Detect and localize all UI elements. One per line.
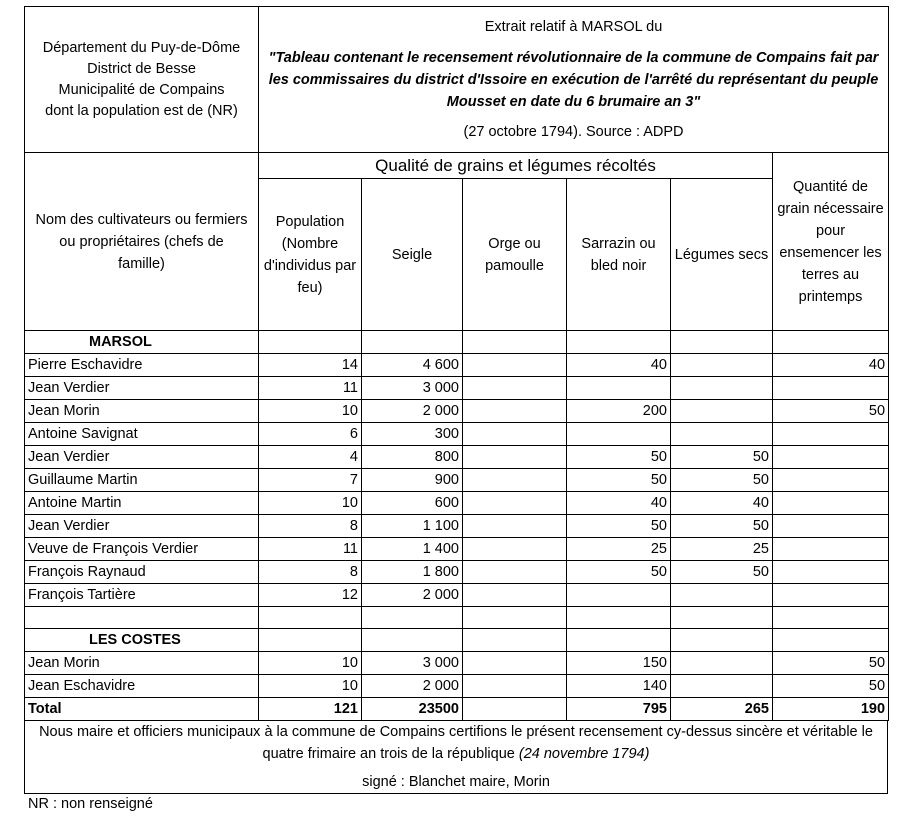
cell-quantite: 50 <box>773 652 889 675</box>
cell-population: 10 <box>259 675 362 698</box>
farmer-name: Jean Morin <box>25 652 259 675</box>
empty-cell <box>567 331 671 354</box>
cell-sarrazin: 795 <box>567 698 671 721</box>
cell-population: 8 <box>259 515 362 538</box>
cell-sarrazin <box>567 377 671 400</box>
farmer-name: Jean Verdier <box>25 377 259 400</box>
empty-cell <box>463 331 567 354</box>
cell-sarrazin: 140 <box>567 675 671 698</box>
cell-orge <box>463 354 567 377</box>
cell-legumes <box>671 652 773 675</box>
table-row <box>25 675 889 698</box>
spacer-row <box>25 607 889 629</box>
certification-statement: Nous maire et officiers municipaux à la commune de Compains certifions le présent recensement cy-dessus sincère et véritable le quatre frimaire an trois de la république <box>39 724 873 762</box>
cell-legumes <box>671 584 773 607</box>
cell-population: 121 <box>259 698 362 721</box>
cell-population: 6 <box>259 423 362 446</box>
table-row <box>25 538 889 561</box>
cell-sarrazin <box>567 584 671 607</box>
empty-cell <box>25 607 259 629</box>
cell-seigle: 300 <box>362 423 463 446</box>
department-block <box>25 7 259 153</box>
cell-legumes <box>671 423 773 446</box>
col-header-sarrazin: Sarrazin ou bled noir <box>567 179 671 331</box>
table-row <box>25 561 889 584</box>
certification-text <box>31 721 881 765</box>
cell-seigle: 1 800 <box>362 561 463 584</box>
table-row <box>25 400 889 423</box>
table-row <box>25 377 889 400</box>
extract-label: Extrait relatif à MARSOL du <box>484 19 663 35</box>
empty-cell <box>671 331 773 354</box>
census-sheet <box>24 6 888 794</box>
col-header-name: Nom des cultivateurs ou fermiers ou propriétaires (chefs de famille) <box>25 153 259 331</box>
col-header-legumes: Légumes secs <box>671 179 773 331</box>
cell-legumes: 50 <box>671 515 773 538</box>
cell-sarrazin: 50 <box>567 561 671 584</box>
cell-legumes: 265 <box>671 698 773 721</box>
cell-orge <box>463 607 567 629</box>
cell-quantite <box>773 584 889 607</box>
cell-orge <box>463 492 567 515</box>
cell-population: 11 <box>259 538 362 561</box>
empty-cell <box>259 331 362 354</box>
certification-block <box>25 721 888 794</box>
cell-orge <box>463 377 567 400</box>
cell-orge <box>463 423 567 446</box>
population-line: dont la population est de (NR) <box>45 102 238 119</box>
cell-legumes: 50 <box>671 561 773 584</box>
district-line: District de Besse <box>87 60 196 77</box>
cell-population <box>259 607 362 629</box>
source-line: (27 octobre 1794). Source : ADPD <box>463 124 684 140</box>
empty-cell <box>362 331 463 354</box>
cell-seigle: 2 000 <box>362 400 463 423</box>
cell-seigle: 4 600 <box>362 354 463 377</box>
cell-quantite: 40 <box>773 354 889 377</box>
table-row <box>25 469 889 492</box>
cell-sarrazin: 40 <box>567 492 671 515</box>
footnote: NR : non renseigné <box>28 796 153 812</box>
cell-orge <box>463 652 567 675</box>
cell-sarrazin: 200 <box>567 400 671 423</box>
cell-orge <box>463 698 567 721</box>
signature-line: signé : Blanchet maire, Morin <box>362 774 550 790</box>
certification-row <box>25 721 888 794</box>
col-header-population: Population (Nombre d'individus par feu) <box>259 179 362 331</box>
cell-legumes <box>671 377 773 400</box>
cell-orge <box>463 561 567 584</box>
cell-seigle: 800 <box>362 446 463 469</box>
total-row <box>25 698 889 721</box>
cell-orge <box>463 538 567 561</box>
cell-quantite <box>773 561 889 584</box>
farmer-name: François Raynaud <box>25 561 259 584</box>
table-row <box>25 652 889 675</box>
cell-quantite: 50 <box>773 400 889 423</box>
department-line: Département du Puy-de-Dôme <box>42 39 241 56</box>
cell-orge <box>463 469 567 492</box>
cell-seigle: 3 000 <box>362 377 463 400</box>
cell-sarrazin: 25 <box>567 538 671 561</box>
cell-population: 10 <box>259 652 362 675</box>
cell-sarrazin <box>567 423 671 446</box>
cell-orge <box>463 675 567 698</box>
cell-legumes <box>671 400 773 423</box>
cell-seigle: 600 <box>362 492 463 515</box>
cell-quantite <box>773 538 889 561</box>
cell-sarrazin: 50 <box>567 515 671 538</box>
table-row <box>25 492 889 515</box>
cell-seigle: 2 000 <box>362 584 463 607</box>
cell-sarrazin <box>567 607 671 629</box>
cell-quantite <box>773 469 889 492</box>
census-table <box>24 6 889 721</box>
certification-date: (24 novembre 1794) <box>518 746 650 762</box>
cell-quantite: 190 <box>773 698 889 721</box>
cell-seigle: 23500 <box>362 698 463 721</box>
farmer-name: Antoine Martin <box>25 492 259 515</box>
col-group-header: Qualité de grains et légumes récoltés <box>259 153 773 179</box>
title-block <box>259 7 889 153</box>
table-row <box>25 584 889 607</box>
farmer-name: François Tartière <box>25 584 259 607</box>
cell-population: 8 <box>259 561 362 584</box>
cell-seigle: 3 000 <box>362 652 463 675</box>
farmer-name: Jean Verdier <box>25 446 259 469</box>
cell-seigle <box>362 607 463 629</box>
col-header-orge: Orge ou pamoulle <box>463 179 567 331</box>
section-title: MARSOL <box>25 331 259 354</box>
cell-legumes: 40 <box>671 492 773 515</box>
cell-legumes: 50 <box>671 469 773 492</box>
cell-population: 14 <box>259 354 362 377</box>
cell-population: 7 <box>259 469 362 492</box>
farmer-name: Pierre Eschavidre <box>25 354 259 377</box>
table-row <box>25 515 889 538</box>
cell-orge <box>463 446 567 469</box>
empty-cell <box>671 629 773 652</box>
cell-quantite <box>773 377 889 400</box>
table-row <box>25 446 889 469</box>
cell-orge <box>463 584 567 607</box>
cell-seigle: 1 400 <box>362 538 463 561</box>
table-row <box>25 423 889 446</box>
empty-cell <box>463 629 567 652</box>
section-title: LES COSTES <box>25 629 259 652</box>
farmer-name: Antoine Savignat <box>25 423 259 446</box>
cell-quantite <box>773 515 889 538</box>
document-header-row <box>25 7 889 153</box>
col-header-seigle: Seigle <box>362 179 463 331</box>
cell-legumes <box>671 675 773 698</box>
cell-seigle: 1 100 <box>362 515 463 538</box>
cell-quantite: 50 <box>773 675 889 698</box>
farmer-name: Veuve de François Verdier <box>25 538 259 561</box>
cell-legumes <box>671 354 773 377</box>
cell-sarrazin: 50 <box>567 469 671 492</box>
empty-cell <box>259 629 362 652</box>
cell-quantite <box>773 423 889 446</box>
cell-legumes: 50 <box>671 446 773 469</box>
cell-population: 11 <box>259 377 362 400</box>
cell-population: 10 <box>259 492 362 515</box>
farmer-name: Jean Verdier <box>25 515 259 538</box>
total-label: Total <box>25 698 259 721</box>
cell-legumes <box>671 607 773 629</box>
empty-cell <box>362 629 463 652</box>
farmer-name: Jean Morin <box>25 400 259 423</box>
empty-cell <box>567 629 671 652</box>
cell-sarrazin: 150 <box>567 652 671 675</box>
section-title-row <box>25 629 889 652</box>
col-header-quantite: Quantité de grain nécessaire pour ensemencer les terres au printemps <box>773 153 889 331</box>
document-title: "Tableau contenant le recensement révolutionnaire de la commune de Compains fait par les commissaires du district d'Issoire en exécution de l'arrêté du représentant du peuple Mousset en date du 6 brumaire an 3" <box>268 50 879 110</box>
cell-orge <box>463 400 567 423</box>
cell-population: 4 <box>259 446 362 469</box>
cell-seigle: 2 000 <box>362 675 463 698</box>
group-header-row <box>25 153 889 179</box>
section-title-row <box>25 331 889 354</box>
cell-population: 10 <box>259 400 362 423</box>
table-row <box>25 354 889 377</box>
cell-sarrazin: 50 <box>567 446 671 469</box>
empty-cell <box>773 331 889 354</box>
footer-table <box>24 720 888 794</box>
cell-sarrazin: 40 <box>567 354 671 377</box>
cell-quantite <box>773 446 889 469</box>
cell-quantite <box>773 492 889 515</box>
farmer-name: Guillaume Martin <box>25 469 259 492</box>
cell-seigle: 900 <box>362 469 463 492</box>
cell-population: 12 <box>259 584 362 607</box>
farmer-name: Jean Eschavidre <box>25 675 259 698</box>
cell-orge <box>463 515 567 538</box>
cell-legumes: 25 <box>671 538 773 561</box>
cell-quantite <box>773 607 889 629</box>
empty-cell <box>773 629 889 652</box>
municipality-line: Municipalité de Compains <box>58 81 225 98</box>
